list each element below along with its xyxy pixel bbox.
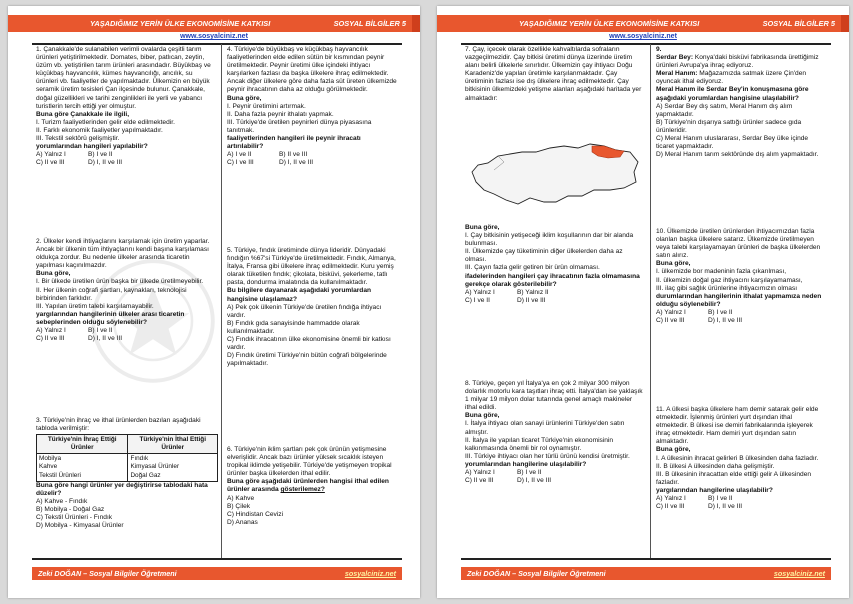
question-8 — [465, 380, 645, 485]
page-header — [437, 15, 849, 32]
q10-lead: Buna göre, — [656, 260, 691, 268]
q1-options-row-2 — [36, 159, 216, 167]
q3-option-d[interactable]: D) Mobilya - Kimyasal Ürünler — [36, 522, 124, 530]
q2-lead: Buna göre, — [36, 270, 71, 278]
q1-option-c[interactable]: C) II ve III — [36, 159, 65, 167]
q10-stem: 10. Ülkemizde üretilen ürünlerden ihtiyacımızdan fazla olanları başka ülkelere satarız. Ülkemizde üretilmeyen veya talebi karşılayamayan ürünleri de başka ülkelerden satın alırız. — [656, 228, 821, 260]
question-10 — [656, 228, 826, 325]
q3-stem: 3. Türkiye'nin ihraç ve ithal ürünlerden bazıları aşağıdaki tabloda verilmiştir: — [36, 417, 201, 433]
export-item: Tekstil Ürünleri — [39, 471, 81, 479]
top-divider — [461, 43, 831, 45]
q10-option-a[interactable]: A) Yalnız I — [656, 308, 686, 316]
q1-lead: Buna göre Çanakkale ile ilgili, — [36, 110, 130, 118]
question-7-body — [465, 224, 645, 305]
q10-item-3: III. ilaç gibi sağlık ürünlerine ihtiyacımızın olması — [656, 284, 798, 292]
q6-stem: 6. Türkiye'nin iklim şartları pek çok ürünün yetişmesine elverişlidir. Ancak bazı ürünler yüksek sıcaklık isteyen tropikal iklimde yetişebilir. Türkiye'de yetişmeyen tropikal ürünler başka ülkelerden ithal edilir. — [227, 446, 392, 478]
q5-option-b[interactable]: B) Fındık gıda sanayisinde hammadde olarak kullanılmaktadır. — [227, 319, 360, 335]
q9-speaker-2-text: Mağazamızda satmak üzere Çin'den oyuncak ithal ediyoruz. — [656, 70, 807, 86]
q8-lead: Buna göre, — [465, 412, 500, 420]
q2-options-row-2 — [36, 335, 216, 343]
q6-option-a[interactable]: A) Kahve — [227, 494, 255, 502]
q4-options-row-2 — [227, 159, 397, 167]
column-divider — [650, 44, 651, 558]
q4-item-3: III. Türkiye'de üretilen peynirleri dünya piyasasına tanıtmak. — [227, 118, 372, 134]
page-title: YAŞADIĞIMIZ YERİN ÜLKE EKONOMİSİNE KATKISI — [519, 19, 700, 28]
q7-item-2: II. Ülkemizde çay tüketiminin diğer ülkelerden daha az olması. — [465, 248, 623, 264]
q7-stem: 7. Çay, içecek olarak özellikle kahvaltılarda sofraların vazgeçilmezidir. Çay bitkisi üretimi dünya üzerinde üretim alanı belirli ülkelerle sınırlıdır. Ülkemizin çay ihtiyacı Doğu Karadeniz'de yapılan üretimle karşılanmaktadır. Çay üretiminin fazlası ise dış ülkelere ihraç edilmektedir. Çay bitkisinin ülkemizdeki yetişme alanları aşağıdaki haritada yer almaktadır: — [465, 46, 642, 102]
q7-option-a[interactable]: A) Yalnız I — [465, 288, 495, 296]
q11-option-a[interactable]: A) Yalnız I — [656, 495, 686, 503]
bottom-divider — [32, 558, 402, 560]
q1-question: yorumlarından hangileri yapılabilir? — [36, 143, 148, 151]
q7-option-b[interactable]: B) Yalnız II — [517, 288, 549, 296]
q4-question: faaliyetlerinden hangileri ile peynir ihracatı artırılabilir? — [227, 135, 361, 151]
q9-speaker-1-name: Serdar Bey: — [656, 54, 694, 62]
q11-option-c[interactable]: C) II ve III — [656, 503, 685, 511]
q4-option-a[interactable]: A) I ve II — [227, 151, 252, 159]
q9-option-a[interactable]: A) Serdar Bey dış satım, Meral Hanım dış alım yapmaktadır. — [656, 102, 793, 118]
q4-lead: Buna göre, — [227, 94, 262, 102]
q4-item-1: I. Peynir üretimini artırmak. — [227, 102, 306, 110]
import-cell — [128, 454, 218, 481]
q9-option-d[interactable]: D) Meral Hanım tarım sektöründe dış alım yapmaktadır. — [656, 151, 819, 159]
q1-options-row-1 — [36, 151, 216, 159]
q8-option-c[interactable]: C) II ve III — [465, 477, 494, 485]
author-label: Zeki DOĞAN – Sosyal Bilgiler Öğretmeni — [38, 569, 177, 578]
bottom-divider — [461, 558, 831, 560]
q7-lead: Buna göre, — [465, 224, 500, 231]
q4-item-2: II. Daha fazla peynir ithalatı yapmak. — [227, 110, 334, 118]
q1-item-1: I. Turizm faaliyetlerinden gelir elde edilmektedir. — [36, 118, 175, 126]
q8-option-d[interactable]: D) I, II ve III — [517, 477, 552, 485]
q5-option-a[interactable]: A) Pek çok ülkenin Türkiye'de üretilen fındığa ihtiyacı vardır. — [227, 303, 382, 319]
q4-option-d[interactable]: D) I, II ve III — [279, 159, 314, 167]
q8-option-b[interactable]: B) I ve II — [517, 469, 542, 477]
q10-options-row-1 — [656, 309, 826, 317]
author-label: Zeki DOĞAN – Sosyal Bilgiler Öğretmeni — [467, 569, 606, 578]
q8-options-row-1 — [465, 469, 645, 477]
q6-question-emphasis: gösterilemez? — [280, 486, 325, 494]
q11-item-2: II. B ülkesi A ülkesinden daha gelişmiştir. — [656, 462, 775, 470]
q11-item-1: I. A ülkesinin ihracat gelirleri B ülkesinden daha fazladır. — [656, 454, 819, 462]
page-footer — [461, 567, 831, 580]
q11-option-b[interactable]: B) I ve II — [708, 495, 733, 503]
q9-speaker-2 — [656, 70, 826, 86]
q4-options-row-1 — [227, 151, 397, 159]
question-3 — [36, 417, 218, 530]
q10-question: durumlarından hangilerinin ithalat yapmamıza neden olduğu söylenebilir? — [656, 292, 822, 308]
header-accent-block — [841, 15, 849, 32]
q2-item-3: III. Yapılan üretim talebi karşılamayabilir. — [36, 302, 154, 310]
q8-item-1: I. İtalya ihtiyacı olan sanayi ürünlerini Türkiye'den satın almıştır. — [465, 420, 625, 436]
export-cell — [37, 454, 128, 481]
import-column-header: Türkiye'nin İthal Ettiği Ürünler — [128, 435, 218, 454]
q2-option-b[interactable]: B) I ve II — [88, 327, 113, 335]
q11-stem: 11. A ülkesi başka ülkelere ham demir satarak gelir elde etmektedir. İşlenmiş ürünleri yurt dışından ithal etmektedir. B ülkesi ise demiri fabrikalarında işleyerek ihraç etmektedir. Ham demiri yurt dışından satın almaktadır. — [656, 406, 819, 446]
question-5 — [227, 247, 397, 368]
q11-item-3: III. B ülkesinin ihracattan elde ettiği gelir A ülkesinden fazladır. — [656, 470, 812, 486]
footer-site-link[interactable]: sosyalciniz.net — [344, 569, 396, 578]
q7-options-row-2 — [465, 297, 645, 305]
q2-question: yargılarından hangilerinin ülkeler arası ticaretin sebeplerinden olduğu söylenebilir? — [36, 310, 185, 326]
q2-option-d[interactable]: D) I, II ve III — [88, 335, 123, 343]
q4-option-b[interactable]: B) II ve III — [279, 151, 308, 159]
trade-table — [36, 434, 218, 481]
top-divider — [32, 43, 402, 45]
footer-site-link[interactable]: sosyalciniz.net — [773, 569, 825, 578]
q7-option-c[interactable]: C) I ve II — [465, 296, 490, 304]
question-11 — [656, 406, 826, 511]
q10-option-d[interactable]: D) I, II ve III — [708, 317, 743, 325]
question-2 — [36, 238, 216, 343]
site-link[interactable]: www.sosyalciniz.net — [609, 33, 677, 40]
q8-stem: 8. Türkiye, geçen yıl İtalya'ya en çok 2 milyar 300 milyon dolarlık motorlu kara taşıtları ihraç etti. İtalya'dan ise yaklaşık 1 milyar 19 milyon dolar tutarında genel amaçlı makineler ithal edildi. — [465, 380, 643, 412]
subject-label: SOSYAL BİLGİLER 5 — [762, 19, 835, 28]
q10-options-row-2 — [656, 317, 826, 325]
q4-stem: 4. Türkiye'de büyükbaş ve küçükbaş hayvancılık faaliyetlerinden elde edilen sütün bir kısmından peynir üretilmektedir. Peynir üretimi ülke içindeki ihtiyacı karşılarken fazlası da başka ülkelere ihraç edilmektedir. Ancak diğer ülkelere göre daha fazla süt üreten ülkemizde peynir ihracatının daha az olduğu görülmektedir. — [227, 46, 397, 94]
question-4 — [227, 46, 397, 167]
q6-option-c[interactable]: C) Hindistan Cevizi — [227, 510, 284, 518]
q7-item-1: I. Çay bitkisinin yetişeceği iklim koşullarının dar bir alanda bulunması. — [465, 232, 634, 248]
q11-option-d[interactable]: D) I, II ve III — [708, 503, 743, 511]
question-1 — [36, 46, 216, 167]
q3-option-a[interactable]: A) Kahve - Fındık — [36, 497, 88, 505]
q11-options-row-1 — [656, 495, 826, 503]
q2-option-a[interactable]: A) Yalnız I — [36, 327, 66, 335]
q8-item-2: II. İtalya ile yapılan ticaret Türkiye'nin ekonomisinin kalkınmasında önemli bir rol oynamıştır. — [465, 436, 614, 452]
q6-question — [227, 478, 397, 494]
question-6 — [227, 446, 397, 527]
q11-lead: Buna göre, — [656, 446, 691, 454]
q9-speaker-1-text: Konya'daki bisküvi fabrikasında ürettiğimiz ürünleri Avrupa'ya ihraç ediyoruz. — [656, 54, 819, 70]
q1-option-d[interactable]: D) I, II ve III — [88, 159, 123, 167]
q1-stem: 1. Çanakkale'de sulanabilen verimli ovalarda çeşitli tarım ürünleri yetiştirilmektedir. Domates, biber, patlıcan, zeytin, üzüm vb. yetiştirilen tarım ürünleri arasındadır. Büyükbaş ve küçükbaş hayvancılık, kümes hayvancılığı, arıcılık, su ürünleri vb. faaliyetler de yapılmaktadır. Ülkemizin en büyük seramik üretim tesisleri Çan ilçesinde bulunur. Çanakkale, doğal güzellikleri ve tarihi zenginlikleri ile yerli ve yabancı turistlerin tercih ettiği yer olmuştur. — [36, 46, 211, 110]
export-item: Mobilya — [39, 455, 62, 463]
q2-options-row-1 — [36, 327, 216, 335]
q8-option-a[interactable]: A) Yalnız I — [465, 469, 495, 477]
q2-option-c[interactable]: C) II ve III — [36, 335, 65, 343]
q9-number: 9. — [656, 46, 662, 53]
export-column-header: Türkiye'nin İhraç Ettiği Ürünler — [37, 435, 128, 454]
q5-stem: 5. Türkiye, fındık üretiminde dünya lideridir. Dünyadaki fındığın %67'si Türkiye'de üretilmektedir. Fındık, Almanya, İtalya, Fransa gibi ülkelere ihraç edilmektedir. Kuru yemiş olarak tüketilen fındık; çikolata, bisküvi, şekerleme, tatlı pasta, dondurma imalatında da kullanılmaktadır. — [227, 247, 396, 287]
q2-item-2: II. Her ülkenin coğrafi şartları, kaynakları, teknolojisi birbirinden farklıdır. — [36, 286, 187, 302]
q5-option-c[interactable]: C) Fındık ihracatının ülke ekonomisine önemli bir katkısı vardır. — [227, 336, 391, 352]
q9-speaker-2-name: Meral Hanım: — [656, 70, 698, 78]
q6-option-d[interactable]: D) Ananas — [227, 518, 258, 526]
import-item: Fındık — [130, 455, 149, 463]
q5-question: Bu bilgilere dayanarak aşağıdaki yorumlardan hangisine ulaşılamaz? — [227, 287, 372, 303]
q11-question: yargılarından hangilerine ulaşılabilir? — [656, 486, 773, 494]
q8-options-row-2 — [465, 477, 645, 485]
q9-question: Meral Hanım ile Serdar Bey'in konuşmasına göre aşağıdaki yorumlardan hangisine ulaşılabilir? — [656, 86, 809, 102]
q9-speaker-1 — [656, 54, 826, 70]
q10-option-c[interactable]: C) II ve III — [656, 317, 685, 325]
import-item: Doğal Gaz — [130, 471, 161, 479]
page-title: YAŞADIĞIMIZ YERİN ÜLKE EKONOMİSİNE KATKISI — [90, 19, 271, 28]
q2-stem: 2. Ülkeler kendi ihtiyaçlarını karşılamak için üretim yaparlar. Ancak bir ülkenin tüm ihtiyaçlarını kendi başına karşılaması oldukça zordur. Bu nedenle ülkeler arasında ticaretin yapılması kaçınılmazdır. — [36, 238, 210, 270]
q1-option-a[interactable]: A) Yalnız I — [36, 151, 66, 159]
q9-option-c[interactable]: C) Meral Hanım uluslararası, Serdar Bey ülke içinde ticaret yapmaktadır. — [656, 135, 809, 151]
q10-option-b[interactable]: B) I ve II — [708, 308, 733, 316]
question-7 — [465, 46, 645, 103]
q3-option-b[interactable]: B) Mobilya - Doğal Gaz — [36, 505, 105, 513]
q1-option-b[interactable]: B) I ve II — [88, 151, 113, 159]
q2-item-1: I. Bir ülkede üretilen ürün başka bir ülkede üretilmeyebilir. — [36, 278, 204, 286]
q7-options-row-1 — [465, 289, 645, 297]
q10-item-2: II. ülkemizin doğal gaz ihtiyacını karşılayamaması, — [656, 276, 803, 284]
q3-option-c[interactable]: C) Tekstil Ürünleri - Fındık — [36, 514, 113, 522]
q3-question: Buna göre hangi ürünler yer değiştirirse tablodaki hata düzelir? — [36, 481, 208, 497]
q8-question: yorumlarından hangilerine ulaşılabilir? — [465, 460, 587, 468]
import-item: Kimyasal Ürünler — [130, 463, 180, 471]
page-header — [8, 15, 420, 32]
worksheet-page-2 — [437, 6, 849, 598]
page-footer — [32, 567, 402, 580]
subject-label: SOSYAL BİLGİLER 5 — [333, 19, 406, 28]
q9-option-b[interactable]: B) Türkiye'nin dışarıya sattığı ürünler sadece gıda ürünleridir. — [656, 118, 802, 134]
column-divider — [221, 44, 222, 558]
q11-options-row-2 — [656, 503, 826, 511]
export-item: Kahve — [39, 463, 58, 471]
q8-item-3: III. Türkiye ihtiyacı olan her türlü ürünü kendisi üretmiştir. — [465, 452, 630, 460]
q1-item-3: III. Tekstil sektörü gelişmiştir. — [36, 135, 120, 143]
q6-option-b[interactable]: B) Çilek — [227, 502, 251, 510]
q7-item-3: III. Çayın fazla gelir getiren bir ürün olmaması. — [465, 264, 600, 272]
worksheet-page-1 — [8, 6, 420, 598]
question-9 — [656, 46, 826, 159]
header-accent-block — [412, 15, 420, 32]
q7-question: ifadelerinden hangileri çay ihracatının fazla olmamasına gerekçe olarak gösterilebilir? — [465, 272, 640, 288]
turkey-tea-region-map — [464, 132, 644, 220]
q1-item-2: II. Farklı ekonomik faaliyetler yapılmaktadır. — [36, 126, 163, 134]
q6-question-text: Buna göre aşağıdaki ürünlerden hangisi ithal edilen ürünler arasında — [227, 478, 389, 494]
site-link[interactable]: www.sosyalciniz.net — [180, 33, 248, 40]
q4-option-c[interactable]: C) I ve III — [227, 159, 254, 167]
q7-option-d[interactable]: D) II ve III — [517, 296, 546, 304]
q5-option-d[interactable]: D) Fındık üretimi Türkiye'nin bütün coğrafi bölgelerinde yapılmaktadır. — [227, 352, 387, 368]
q10-item-1: I. ülkemizde bor madeninin fazla çıkarılması, — [656, 268, 787, 276]
